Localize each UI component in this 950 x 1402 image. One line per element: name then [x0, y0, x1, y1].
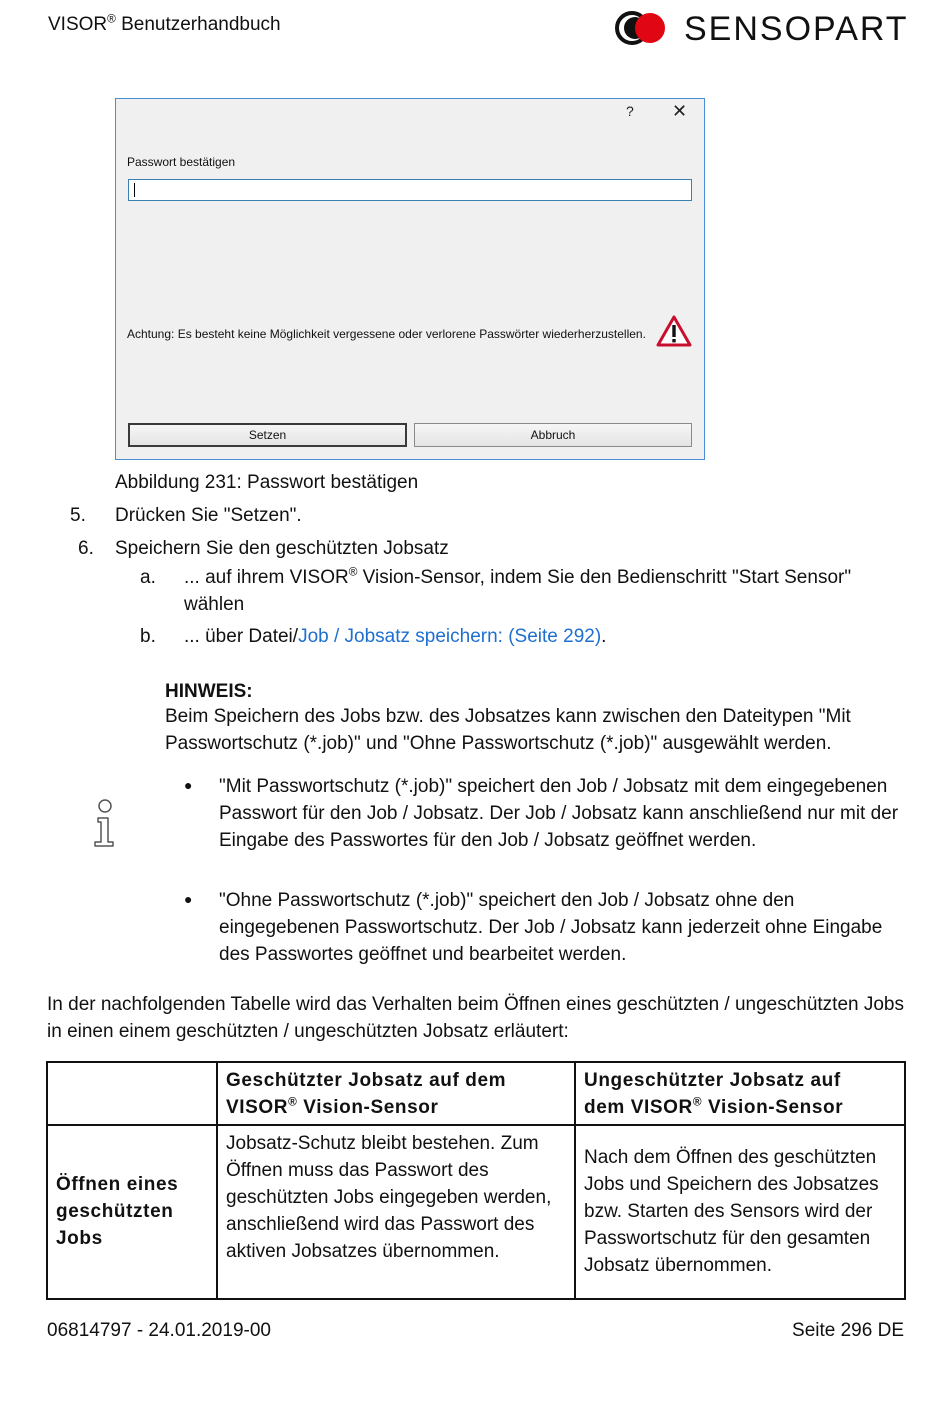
- table-row-header: Öffnen eines geschützten Jobs: [56, 1174, 179, 1249]
- substep-a-part2: Vision-Sensor, indem Sie den Bedienschritt "Start Sensor" wählen: [184, 567, 852, 615]
- sensopart-logo-text: SENSOPART: [684, 10, 909, 48]
- sensopart-logo-mark: [612, 8, 672, 48]
- table-divider: [48, 1124, 904, 1126]
- setzen-button[interactable]: Setzen: [128, 423, 407, 447]
- table-header-protected: [226, 1067, 566, 1121]
- header-title-visor: VISOR: [48, 14, 108, 35]
- confirm-password-label: Passwort bestätigen: [127, 155, 236, 169]
- substep-text: [184, 564, 904, 618]
- header-text: Vision-Sensor: [702, 1097, 844, 1118]
- registered-mark: ®: [288, 1095, 298, 1109]
- page-number: Seite 296 DE: [792, 1320, 904, 1341]
- header-text: Ungeschützter Jobsatz auf dem VISOR: [584, 1070, 841, 1118]
- registered-mark: ®: [692, 1095, 703, 1109]
- header-text: Vision-Sensor: [297, 1097, 439, 1118]
- substep-a-part1: ... auf ihrem VISOR: [184, 567, 349, 588]
- note-text: Beim Speichern des Jobs bzw. des Jobsatzes kann zwischen den Dateitypen "Mit Passwortschutz (*.job)" und "Ohne Passwortschutz (*.job)" ausgewählt werden.: [165, 706, 851, 754]
- warning-triangle-icon: [656, 315, 692, 347]
- step-number: 5.: [70, 505, 86, 526]
- text-caret: [134, 183, 135, 197]
- help-button[interactable]: ?: [626, 103, 634, 119]
- step-number: 6.: [78, 538, 94, 559]
- bullet-dot: ●: [184, 777, 193, 793]
- document-id: 06814797 - 24.01.2019-00: [47, 1320, 271, 1341]
- table-cell-unprotected: Nach dem Öffnen des geschützten Jobs und Speichern des Jobsatzes bzw. Starten des Sensors wird der Passwortschutz für den gesamten Jobsatz übernommen.: [584, 1147, 879, 1276]
- header-title: [48, 14, 281, 36]
- confirm-password-input[interactable]: [128, 179, 692, 201]
- behavior-table: [46, 1061, 906, 1300]
- step-text: Drücken Sie "Setzen".: [115, 505, 302, 526]
- sensopart-logo: [612, 8, 912, 48]
- table-intro: In der nachfolgenden Tabelle wird das Verhalten beim Öffnen eines geschützten / ungeschützten Jobs in einen einem geschützten / ungeschützten Jobsatz erläutert:: [47, 994, 904, 1042]
- note-title: HINWEIS:: [165, 681, 253, 702]
- table-divider: [216, 1063, 218, 1298]
- warning-text: Achtung: Es besteht keine Möglichkeit vergessene oder verlorene Passwörter wiederherzustellen.: [127, 327, 646, 341]
- bullet-dot: ●: [184, 891, 193, 907]
- close-icon[interactable]: ✕: [672, 101, 688, 121]
- substep-b-part1: ... über Datei/: [184, 626, 299, 647]
- header-text: Geschützter Jobsatz auf dem VISOR: [226, 1070, 507, 1118]
- abbruch-button[interactable]: Abbruch: [414, 423, 692, 447]
- note-bullet: "Ohne Passwortschutz (*.job)" speichert den Job / Jobsatz ohne den eingegebenen Passwortschutz. Der Job / Jobsatz kann jederzeit ohne Eingabe des Passwortes geöffnet und bearbeitet werden.: [219, 890, 883, 965]
- substep-b-part2: .: [601, 626, 607, 647]
- password-confirm-dialog: [115, 98, 705, 460]
- substep-label: a.: [140, 567, 156, 588]
- table-header-unprotected: [584, 1067, 884, 1121]
- table-divider: [574, 1063, 576, 1298]
- substep-text: [184, 623, 606, 650]
- table-cell-protected: Jobsatz-Schutz bleibt bestehen. Zum Öffnen muss das Passwort des geschützten Jobs eingegeben werden, anschließend wird das Passwort des aktiven Jobsatzes übernommen.: [226, 1133, 552, 1262]
- registered-mark: ®: [107, 12, 116, 26]
- note-bullet: "Mit Passwortschutz (*.job)" speichert den Job / Jobsatz mit dem eingegebenen Passwort für den Job / Jobsatz. Der Job / Jobsatz kann anschließend nur mit der Eingabe des Passwortes für den Job / Jobsatz geöffnet werden.: [219, 776, 899, 851]
- figure-caption: Abbildung 231: Passwort bestätigen: [115, 472, 419, 493]
- substep-label: b.: [140, 626, 156, 647]
- info-icon: [90, 798, 120, 848]
- step-text: Speichern Sie den geschützten Jobsatz: [115, 538, 449, 559]
- save-job-link[interactable]: Job / Jobsatz speichern: (Seite 292): [298, 626, 602, 647]
- header-title-rest: Benutzerhandbuch: [115, 14, 281, 35]
- registered-mark: ®: [348, 565, 358, 579]
